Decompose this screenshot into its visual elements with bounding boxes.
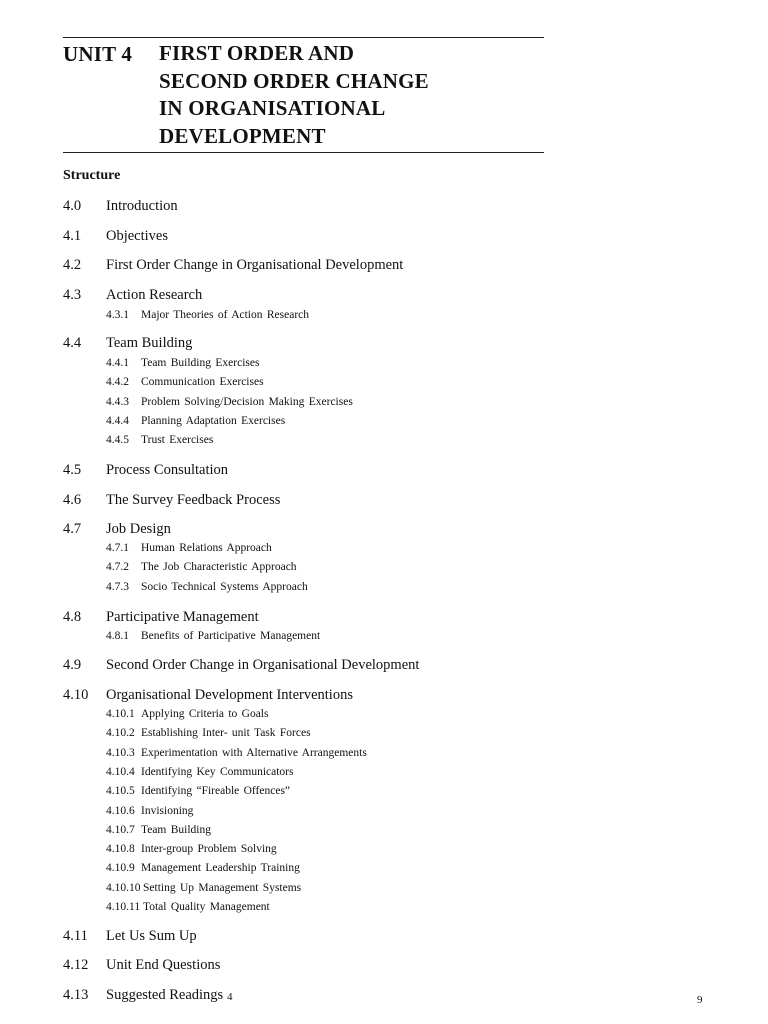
section-number: 4.5 xyxy=(63,462,82,478)
section-title: Let Us Sum Up xyxy=(106,928,197,944)
subsection-number: 4.10.9 xyxy=(106,862,135,875)
subsection-number: 4.3.1 xyxy=(106,309,129,321)
subsection-title: The Job Characteristic Approach xyxy=(141,561,297,574)
subsection-title: Team Building xyxy=(141,823,212,836)
subsection-title: Applying Criteria to Goals xyxy=(141,708,269,720)
section-number: 4.11 xyxy=(63,928,88,944)
section-number: 4.3 xyxy=(63,287,82,303)
subsection-title: Problem Solving/Decision Making Exercises xyxy=(141,395,353,408)
section-title: Team Building xyxy=(106,335,193,351)
section-number: 4.10 xyxy=(63,687,89,703)
unit-title-line: SECOND ORDER CHANGE xyxy=(159,68,429,93)
structure-heading: Structure xyxy=(63,168,121,183)
section-title: Introduction xyxy=(106,198,178,214)
subsection-number: 4.4.3 xyxy=(106,395,129,408)
subsection-number: 4.10.10 xyxy=(106,881,141,894)
subsection-title: Establishing Inter- unit Task Forces xyxy=(141,727,311,740)
subsection-title: Planning Adaptation Exercises xyxy=(141,414,286,427)
section-number: 4.4 xyxy=(63,335,82,351)
subsection-title: Benefits of Participative Management xyxy=(141,630,321,642)
unit-title-line: IN ORGANISATIONAL xyxy=(159,96,386,120)
section-title: Unit End Questions xyxy=(106,957,221,973)
subsection-number: 4.10.11 xyxy=(106,901,141,913)
subsection-number: 4.4.1 xyxy=(106,357,129,369)
subsection-number: 4.7.3 xyxy=(106,580,129,593)
section-number: 4.2 xyxy=(63,257,82,273)
subsection-number: 4.10.4 xyxy=(106,765,135,778)
section-title: Organisational Development Interventions xyxy=(106,687,353,703)
subsection-title: Human Relations Approach xyxy=(141,542,272,554)
section-number: 4.6 xyxy=(63,492,82,508)
subsection-number: 4.10.6 xyxy=(106,804,135,817)
section-number: 4.9 xyxy=(63,657,82,673)
section-number: 4.13 xyxy=(63,987,89,1003)
section-number: 4.7 xyxy=(63,521,82,537)
subsection-number: 4.10.3 xyxy=(106,746,135,759)
section-number: 4.0 xyxy=(63,198,82,214)
subsection-title: Identifying “Fireable Offences” xyxy=(141,785,291,798)
subsection-title: Invisioning xyxy=(141,804,194,817)
subsection-number: 4.8.1 xyxy=(106,630,129,642)
subsection-number: 4.4.4 xyxy=(106,414,129,427)
unit-label: UNIT 4 xyxy=(63,42,133,66)
subsection-title: Inter-group Problem Solving xyxy=(141,843,277,856)
section-title: Participative Management xyxy=(106,609,259,625)
subsection-number: 4.10.1 xyxy=(106,708,135,720)
subsection-title: Communication Exercises xyxy=(141,376,264,389)
section-title: Suggested Readings xyxy=(106,987,224,1003)
subsection-number: 4.7.1 xyxy=(106,542,129,554)
subsection-title: Trust Exercises xyxy=(141,434,214,447)
subsection-title: Total Quality Management xyxy=(143,901,270,913)
subsection-title: Setting Up Management Systems xyxy=(143,881,302,894)
subsection-title: Management Leadership Training xyxy=(141,862,300,875)
section-title: Job Design xyxy=(106,521,171,537)
section-title: Second Order Change in Organisational Development xyxy=(106,657,420,673)
subsection-number: 4.4.5 xyxy=(106,434,129,447)
section-title: Action Research xyxy=(106,287,203,303)
section-number: 4.8 xyxy=(63,609,82,625)
section-title: Objectives xyxy=(106,228,169,244)
section-number: 4.1 xyxy=(63,228,82,244)
subsection-number: 4.4.2 xyxy=(106,376,129,389)
subsection-number: 4.10.7 xyxy=(106,823,135,836)
page-number: 9 xyxy=(697,994,703,1006)
subsection-number: 4.10.2 xyxy=(106,727,135,740)
subsection-number: 4.10.5 xyxy=(106,785,135,798)
subsection-number: 4.10.8 xyxy=(106,843,135,856)
footer-mark: 4 xyxy=(227,991,233,1003)
section-title: Process Consultation xyxy=(106,462,229,478)
unit-title-line: DEVELOPMENT xyxy=(159,123,326,148)
unit-title-line: FIRST ORDER AND xyxy=(159,41,355,65)
section-number: 4.12 xyxy=(63,957,89,973)
section-title: First Order Change in Organisational Development xyxy=(106,257,404,273)
section-title: The Survey Feedback Process xyxy=(106,492,281,508)
subsection-title: Experimentation with Alternative Arrangements xyxy=(141,746,367,759)
subsection-title: Major Theories of Action Research xyxy=(141,309,310,321)
subsection-title: Socio Technical Systems Approach xyxy=(141,580,308,593)
subsection-title: Team Building Exercises xyxy=(141,357,260,369)
subsection-number: 4.7.2 xyxy=(106,561,129,574)
subsection-title: Identifying Key Communicators xyxy=(141,765,294,778)
